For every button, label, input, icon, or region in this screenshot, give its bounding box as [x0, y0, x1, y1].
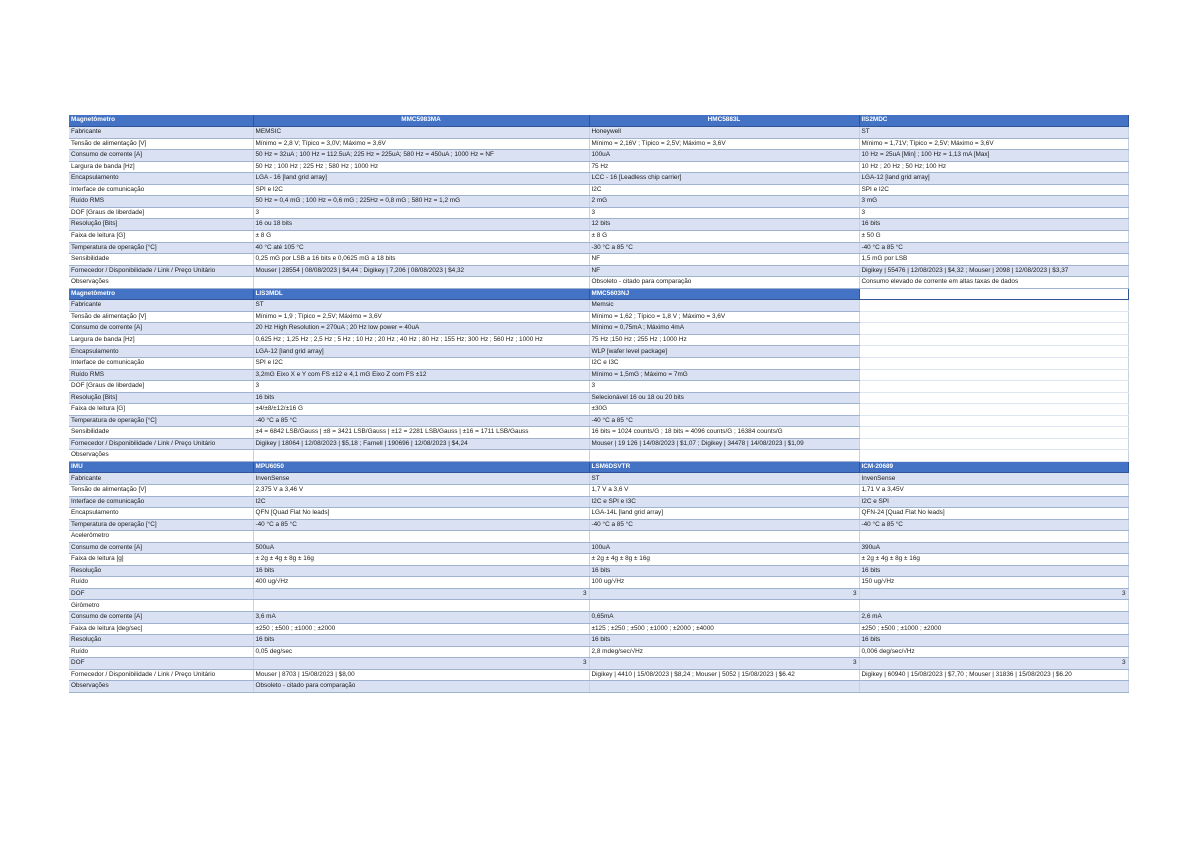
value-cell[interactable]: 150 ug/√Hz: [859, 577, 1128, 589]
value-cell[interactable]: Selecionável 16 ou 18 ou 20 bits: [589, 392, 859, 404]
table-row: [69, 635, 1128, 647]
table-row: [69, 600, 1128, 612]
row-label-cell[interactable]: Interface de comunicação: [69, 184, 253, 196]
row-label-cell[interactable]: IMU: [69, 461, 253, 473]
value-cell[interactable]: SPI e I2C: [253, 184, 589, 196]
table-row: [69, 138, 1128, 150]
value-cell[interactable]: Mínimo = 2,16V ; Típico = 2,5V; Máximo = 3,6V: [589, 138, 859, 150]
value-cell[interactable]: InvenSense: [859, 473, 1128, 485]
value-cell[interactable]: 16 bits: [859, 219, 1128, 231]
value-cell[interactable]: InvenSense: [253, 473, 589, 485]
value-cell[interactable]: [589, 600, 859, 612]
table-row: [69, 150, 1128, 162]
value-cell[interactable]: [859, 392, 1128, 404]
table-row: [69, 277, 1128, 289]
value-cell[interactable]: LGA-12 [land grid array]: [253, 346, 589, 358]
value-cell[interactable]: ±125 ; ±250 ; ±500 ; ±1000 ; ±2000 ; ±4000: [589, 623, 859, 635]
value-cell[interactable]: 3: [589, 381, 859, 393]
value-cell[interactable]: NF: [589, 265, 859, 277]
value-cell[interactable]: [859, 415, 1128, 427]
row-label-cell[interactable]: Faixa de leitura [G]: [69, 230, 253, 242]
row-label-cell[interactable]: Consumo de corrente [A]: [69, 542, 253, 554]
value-cell[interactable]: HMC5883L: [589, 115, 859, 127]
value-cell[interactable]: 400 ug/√Hz: [253, 577, 589, 589]
row-label-cell[interactable]: Resolução: [69, 565, 253, 577]
row-label-cell[interactable]: Fornecedor / Disponibilidade / Link / Preço Unitário: [69, 265, 253, 277]
value-cell[interactable]: 2,375 V a 3,46 V: [253, 485, 589, 497]
section-header-row: [69, 461, 1128, 473]
value-cell[interactable]: -40 °C a 85 °C: [253, 415, 589, 427]
value-cell[interactable]: 0,05 deg/sec: [253, 646, 589, 658]
value-cell[interactable]: Digikey | 4410 | 15/08/2023 | $8,24 ; Mouser | 5052 | 15/08/2023 | $6.42: [589, 669, 859, 681]
row-label-cell[interactable]: Fabricante: [69, 127, 253, 139]
row-label-cell[interactable]: Faixa de leitura [g]: [69, 554, 253, 566]
value-cell[interactable]: 16 bits: [589, 635, 859, 647]
value-cell[interactable]: Mouser | 8703 | 15/08/2023 | $8,00: [253, 669, 589, 681]
value-cell[interactable]: [859, 450, 1128, 462]
row-label-cell[interactable]: Faixa de leitura [G]: [69, 404, 253, 416]
table-row: [69, 473, 1128, 485]
value-cell[interactable]: [859, 600, 1128, 612]
value-cell[interactable]: Memsic: [589, 300, 859, 312]
value-cell[interactable]: MMC5983MA: [253, 115, 589, 127]
table-row: [69, 300, 1128, 312]
value-cell[interactable]: [253, 450, 589, 462]
value-cell[interactable]: LGA - 16 [land grid array]: [253, 173, 589, 185]
table-row: [69, 519, 1128, 531]
value-cell[interactable]: 3: [589, 207, 859, 219]
table-row: [69, 184, 1128, 196]
value-cell[interactable]: LGA-14L [land grid array]: [589, 508, 859, 520]
value-cell[interactable]: -30 °C a 85 °C: [589, 242, 859, 254]
row-label-cell[interactable]: Largura de banda [Hz]: [69, 334, 253, 346]
row-label-cell[interactable]: Resolução [Bits]: [69, 219, 253, 231]
value-cell[interactable]: 16 bits: [253, 635, 589, 647]
value-cell[interactable]: 3: [253, 207, 589, 219]
table-row: [69, 173, 1128, 185]
table-row: [69, 485, 1128, 497]
value-cell[interactable]: 50 Hz = 0,4 mG ; 100 Hz = 0,6 mG ; 225Hz = 0,8 mG ; 580 Hz = 1,2 mG: [253, 196, 589, 208]
value-cell[interactable]: ±250 ; ±500 ; ±1000 ; ±2000: [859, 623, 1128, 635]
value-cell[interactable]: ± 2g ± 4g ± 8g ± 16g: [859, 554, 1128, 566]
value-cell[interactable]: 40 °C até 105 °C: [253, 242, 589, 254]
value-cell[interactable]: SPI e I2C: [253, 357, 589, 369]
table-row: [69, 323, 1128, 335]
value-cell[interactable]: -40 °C a 85 °C: [859, 242, 1128, 254]
table-row: [69, 508, 1128, 520]
row-label-cell[interactable]: Temperatura de operação [°C]: [69, 415, 253, 427]
value-cell[interactable]: NF: [589, 254, 859, 266]
table-row: [69, 161, 1128, 173]
value-cell[interactable]: 50 Hz = 32uA ; 100 Hz = 112.5uA; 225 Hz = 225uA; 580 Hz = 450uA ; 1000 Hz = NF: [253, 150, 589, 162]
value-cell[interactable]: Mouser | 19 126 | 14/08/2023 | $1,07 ; Digikey | 34478 | 14/08/2023 | $1,09: [589, 438, 859, 450]
row-label-cell[interactable]: Consumo de corrente [A]: [69, 612, 253, 624]
value-cell[interactable]: [859, 311, 1128, 323]
value-cell[interactable]: 3: [253, 658, 589, 670]
row-label-cell[interactable]: Tensão de alimentação [V]: [69, 138, 253, 150]
table-row: [69, 127, 1128, 139]
value-cell[interactable]: IIS2MDC: [859, 115, 1128, 127]
row-label-cell[interactable]: Interface de comunicação: [69, 357, 253, 369]
value-cell[interactable]: MPU6050: [253, 461, 589, 473]
value-cell[interactable]: [859, 531, 1128, 543]
row-label-cell[interactable]: Ruído: [69, 577, 253, 589]
row-label-cell[interactable]: Magnetômetro: [69, 288, 253, 300]
value-cell[interactable]: 3: [859, 207, 1128, 219]
value-cell[interactable]: 2,6 mA: [859, 612, 1128, 624]
value-cell[interactable]: 3: [589, 588, 859, 600]
table-row: [69, 369, 1128, 381]
section-header-row: [69, 288, 1128, 300]
value-cell[interactable]: [859, 438, 1128, 450]
value-cell[interactable]: [859, 381, 1128, 393]
value-cell[interactable]: ± 2g ± 4g ± 8g ± 16g: [589, 554, 859, 566]
table-row: [69, 196, 1128, 208]
row-label-cell[interactable]: Fornecedor / Disponibilidade / Link / Preço Unitário: [69, 669, 253, 681]
value-cell[interactable]: [253, 531, 589, 543]
table-row: [69, 612, 1128, 624]
value-cell[interactable]: ± 8 G: [253, 230, 589, 242]
comparison-spreadsheet: [69, 115, 1129, 693]
row-label-cell[interactable]: DOF: [69, 588, 253, 600]
value-cell[interactable]: QFN-24 [Quad Flat No leads]: [859, 508, 1128, 520]
value-cell[interactable]: ± 8 G: [589, 230, 859, 242]
value-cell[interactable]: Obsoleto - citado para comparação: [253, 681, 589, 693]
table-row: [69, 681, 1128, 693]
value-cell[interactable]: 100 ug/√Hz: [589, 577, 859, 589]
value-cell[interactable]: 50 Hz ; 100 Hz ; 225 Hz ; 580 Hz ; 1000 Hz: [253, 161, 589, 173]
value-cell[interactable]: 2 mG: [589, 196, 859, 208]
value-cell[interactable]: Mouser | 28554 | 08/08/2023 | $4,44 ; Digikey | 7,206 | 08/08/2023 | $4,32: [253, 265, 589, 277]
table-row: [69, 392, 1128, 404]
row-label-cell[interactable]: Girômetro: [69, 600, 253, 612]
row-label-cell[interactable]: Ruído: [69, 646, 253, 658]
value-cell[interactable]: 12 bits: [589, 219, 859, 231]
value-cell[interactable]: Mínimo = 1,9 ; Típico = 2,5V; Máximo = 3,6V: [253, 311, 589, 323]
value-cell[interactable]: 16 bits = 1024 counts/G ; 18 bits = 4096 counts/G ; 16384 counts/G: [589, 427, 859, 439]
value-cell[interactable]: [253, 600, 589, 612]
value-cell[interactable]: ±250 ; ±500 ; ±1000 ; ±2000: [253, 623, 589, 635]
value-cell[interactable]: LCC - 16 [Leadless chip carrier]: [589, 173, 859, 185]
row-label-cell[interactable]: DOF [Graus de liberdade]: [69, 207, 253, 219]
value-cell[interactable]: 10 Hz = 25uA [Min] ; 100 Hz = 1,13 mA [Max]: [859, 150, 1128, 162]
table-row: [69, 496, 1128, 508]
row-label-cell[interactable]: Sensibilidade: [69, 427, 253, 439]
value-cell[interactable]: I2C: [589, 184, 859, 196]
value-cell[interactable]: 20 Hz High Resolution = 270uA ; 20 Hz low power = 40uA: [253, 323, 589, 335]
value-cell[interactable]: [589, 681, 859, 693]
row-label-cell[interactable]: Sensibilidade: [69, 254, 253, 266]
table-row: [69, 254, 1128, 266]
value-cell[interactable]: [859, 427, 1128, 439]
table-row: [69, 242, 1128, 254]
table-row: [69, 415, 1128, 427]
value-cell[interactable]: LGA-12 [land grid array]: [859, 173, 1128, 185]
value-cell[interactable]: 16 bits: [859, 565, 1128, 577]
value-cell[interactable]: [859, 334, 1128, 346]
value-cell[interactable]: 16 bits: [253, 565, 589, 577]
value-cell[interactable]: 16 bits: [859, 635, 1128, 647]
table-row: [69, 623, 1128, 635]
value-cell[interactable]: [253, 277, 589, 289]
value-cell[interactable]: [859, 357, 1128, 369]
value-cell[interactable]: Digikey | 18064 | 12/08/2023 | $5,18 ; Farnell | 190696 | 12/08/2023 | $4,24: [253, 438, 589, 450]
value-cell[interactable]: ± 50 G: [859, 230, 1128, 242]
row-label-cell[interactable]: Consumo de corrente [A]: [69, 150, 253, 162]
value-cell[interactable]: Mínimo = 0,75mA ; Máximo 4mA: [589, 323, 859, 335]
table-row: [69, 577, 1128, 589]
value-cell[interactable]: Mínimo = 1,62 ; Típico = 1,8 V ; Máximo = 3,6V: [589, 311, 859, 323]
row-label-cell[interactable]: Magnetômetro: [69, 115, 253, 127]
table-row: [69, 450, 1128, 462]
value-cell[interactable]: 3: [859, 658, 1128, 670]
value-cell[interactable]: 16 bits: [253, 392, 589, 404]
table-row: [69, 438, 1128, 450]
value-cell[interactable]: [589, 531, 859, 543]
row-label-cell[interactable]: Observações: [69, 450, 253, 462]
value-cell[interactable]: Obsoleto - citado para comparação: [589, 277, 859, 289]
value-cell[interactable]: Consumo elevado de corrente em altas taxas de dados: [859, 277, 1128, 289]
value-cell[interactable]: 1,71 V a 3,45V: [859, 485, 1128, 497]
table-row: [69, 265, 1128, 277]
row-label-cell[interactable]: Ruído RMS: [69, 196, 253, 208]
value-cell[interactable]: -40 °C a 85 °C: [589, 519, 859, 531]
value-cell[interactable]: I2C: [253, 496, 589, 508]
row-label-cell[interactable]: Resolução [Bits]: [69, 392, 253, 404]
row-label-cell[interactable]: Encapsulamento: [69, 173, 253, 185]
value-cell[interactable]: I2C e I3C: [589, 357, 859, 369]
value-cell[interactable]: [859, 323, 1128, 335]
row-label-cell[interactable]: DOF [Graus de liberdade]: [69, 381, 253, 393]
table-row: [69, 565, 1128, 577]
row-label-cell[interactable]: Faixa de leitura [deg/sec]: [69, 623, 253, 635]
value-cell[interactable]: 3 mG: [859, 196, 1128, 208]
row-label-cell[interactable]: Interface de comunicação: [69, 496, 253, 508]
table-row: [69, 427, 1128, 439]
value-cell[interactable]: 500uA: [253, 542, 589, 554]
row-label-cell[interactable]: Fabricante: [69, 300, 253, 312]
row-label-cell[interactable]: Acelerômetro: [69, 531, 253, 543]
table-row: [69, 531, 1128, 543]
value-cell[interactable]: 3: [253, 381, 589, 393]
value-cell[interactable]: 3: [859, 588, 1128, 600]
table-row: [69, 669, 1128, 681]
value-cell[interactable]: LIS3MDL: [253, 288, 589, 300]
value-cell[interactable]: 100uA: [589, 542, 859, 554]
row-label-cell[interactable]: Temperatura de operação [°C]: [69, 519, 253, 531]
table-row: [69, 542, 1128, 554]
row-label-cell[interactable]: Largura de banda [Hz]: [69, 161, 253, 173]
table-row: [69, 230, 1128, 242]
row-label-cell[interactable]: Consumo de corrente [A]: [69, 323, 253, 335]
value-cell[interactable]: [859, 404, 1128, 416]
table-row: [69, 311, 1128, 323]
value-cell[interactable]: ST: [859, 127, 1128, 139]
value-cell[interactable]: SPI e I2C: [859, 184, 1128, 196]
value-cell[interactable]: 1,5 mG por LSB: [859, 254, 1128, 266]
value-cell[interactable]: QFN [Quad Flat No leads]: [253, 508, 589, 520]
value-cell[interactable]: 390uA: [859, 542, 1128, 554]
row-label-cell[interactable]: Resolução: [69, 635, 253, 647]
table-row: [69, 646, 1128, 658]
value-cell[interactable]: 1,7 V a 3,6 V: [589, 485, 859, 497]
row-label-cell[interactable]: Tensão de alimentação [V]: [69, 485, 253, 497]
value-cell[interactable]: 75 Hz: [589, 161, 859, 173]
value-cell[interactable]: Mínimo = 1,5mG ; Máximo = 7mG: [589, 369, 859, 381]
value-cell[interactable]: Mínimo = 1,71V; Típico = 2,5V; Máximo = 3,6V: [859, 138, 1128, 150]
value-cell[interactable]: 10 Hz ; 20 Hz ; 50 Hz; 100 Hz: [859, 161, 1128, 173]
table-row: [69, 588, 1128, 600]
row-label-cell[interactable]: Temperatura de operação [°C]: [69, 242, 253, 254]
value-cell[interactable]: ±30G: [589, 404, 859, 416]
value-cell[interactable]: ST: [589, 473, 859, 485]
value-cell[interactable]: LSM6DSVTR: [589, 461, 859, 473]
value-cell[interactable]: 75 Hz ;150 Hz ; 255 Hz ; 1000 Hz: [589, 334, 859, 346]
table-row: [69, 207, 1128, 219]
row-label-cell[interactable]: Encapsulamento: [69, 508, 253, 520]
value-cell[interactable]: MEMSIC: [253, 127, 589, 139]
row-label-cell[interactable]: Observações: [69, 681, 253, 693]
value-cell[interactable]: I2C e SPI e I3C: [589, 496, 859, 508]
row-label-cell[interactable]: Fabricante: [69, 473, 253, 485]
value-cell[interactable]: -40 °C a 85 °C: [589, 415, 859, 427]
value-cell[interactable]: 0,625 Hz ; 1,25 Hz ; 2,5 Hz ; 5 Hz ; 10 Hz ; 20 Hz ; 40 Hz ; 80 Hz ; 155 Hz; 300 Hz ; 560 Hz ; 1000 Hz: [253, 334, 589, 346]
value-cell[interactable]: ST: [253, 300, 589, 312]
value-cell[interactable]: 16 bits: [589, 565, 859, 577]
value-cell[interactable]: 3,6 mA: [253, 612, 589, 624]
value-cell[interactable]: 0,006 deg/sec/√Hz: [859, 646, 1128, 658]
value-cell[interactable]: 16 ou 18 bits: [253, 219, 589, 231]
value-cell[interactable]: Digikey | 55476 | 12/08/2023 | $4,32 ; Mouser | 2098 | 12/08/2023 | $3,37: [859, 265, 1128, 277]
value-cell[interactable]: [859, 346, 1128, 358]
value-cell[interactable]: [859, 369, 1128, 381]
table-row: [69, 219, 1128, 231]
value-cell[interactable]: I2C e SPI: [859, 496, 1128, 508]
value-cell[interactable]: ±4/±8/±12/±16 G: [253, 404, 589, 416]
row-label-cell[interactable]: Fornecedor / Disponibilidade / Link / Preço Unitário: [69, 438, 253, 450]
value-cell[interactable]: WLP [wafer level package]: [589, 346, 859, 358]
table-row: [69, 381, 1128, 393]
value-cell[interactable]: 100uA: [589, 150, 859, 162]
table-row: [69, 658, 1128, 670]
value-cell[interactable]: 3,2mG Eixo X e Y com FS ±12 e 4,1 mG Eixo Z com FS ±12: [253, 369, 589, 381]
value-cell[interactable]: ± 2g ± 4g ± 8g ± 16g: [253, 554, 589, 566]
table-row: [69, 346, 1128, 358]
value-cell[interactable]: 3: [589, 658, 859, 670]
row-label-cell[interactable]: DOF: [69, 658, 253, 670]
value-cell[interactable]: 0,25 mG por LSB a 16 bits e 0,0625 mG a 18 bits: [253, 254, 589, 266]
value-cell[interactable]: [589, 450, 859, 462]
value-cell[interactable]: [859, 288, 1128, 300]
value-cell[interactable]: Mínimo = 2,8 V; Típico = 3,0V; Máximo = 3,6V: [253, 138, 589, 150]
row-label-cell[interactable]: Observações: [69, 277, 253, 289]
value-cell[interactable]: 0,65mA: [589, 612, 859, 624]
value-cell[interactable]: Honeywell: [589, 127, 859, 139]
table-row: [69, 357, 1128, 369]
table-row: [69, 554, 1128, 566]
value-cell[interactable]: MMC5603NJ: [589, 288, 859, 300]
value-cell[interactable]: ±4 = 6842 LSB/Gauss | ±8 = 3421 LSB/Gauss | ±12 = 2281 LSB/Gauss | ±16 = 1711 LSB/Gauss: [253, 427, 589, 439]
value-cell[interactable]: 3: [253, 588, 589, 600]
row-label-cell[interactable]: Encapsulamento: [69, 346, 253, 358]
spreadsheet-body: [69, 115, 1128, 692]
row-label-cell[interactable]: Tensão de alimentação [V]: [69, 311, 253, 323]
value-cell[interactable]: 2,8 mdeg/sec/√Hz: [589, 646, 859, 658]
value-cell[interactable]: [859, 300, 1128, 312]
value-cell[interactable]: -40 °C a 85 °C: [253, 519, 589, 531]
value-cell[interactable]: ICM-20689: [859, 461, 1128, 473]
section-header-row: [69, 115, 1128, 127]
value-cell[interactable]: [859, 681, 1128, 693]
table-row: [69, 404, 1128, 416]
value-cell[interactable]: Digikey | 60940 | 15/08/2023 | $7,70 ; Mouser | 31836 | 15/08/2023 | $6.20: [859, 669, 1128, 681]
value-cell[interactable]: -40 °C a 85 °C: [859, 519, 1128, 531]
table-row: [69, 334, 1128, 346]
row-label-cell[interactable]: Ruído RMS: [69, 369, 253, 381]
